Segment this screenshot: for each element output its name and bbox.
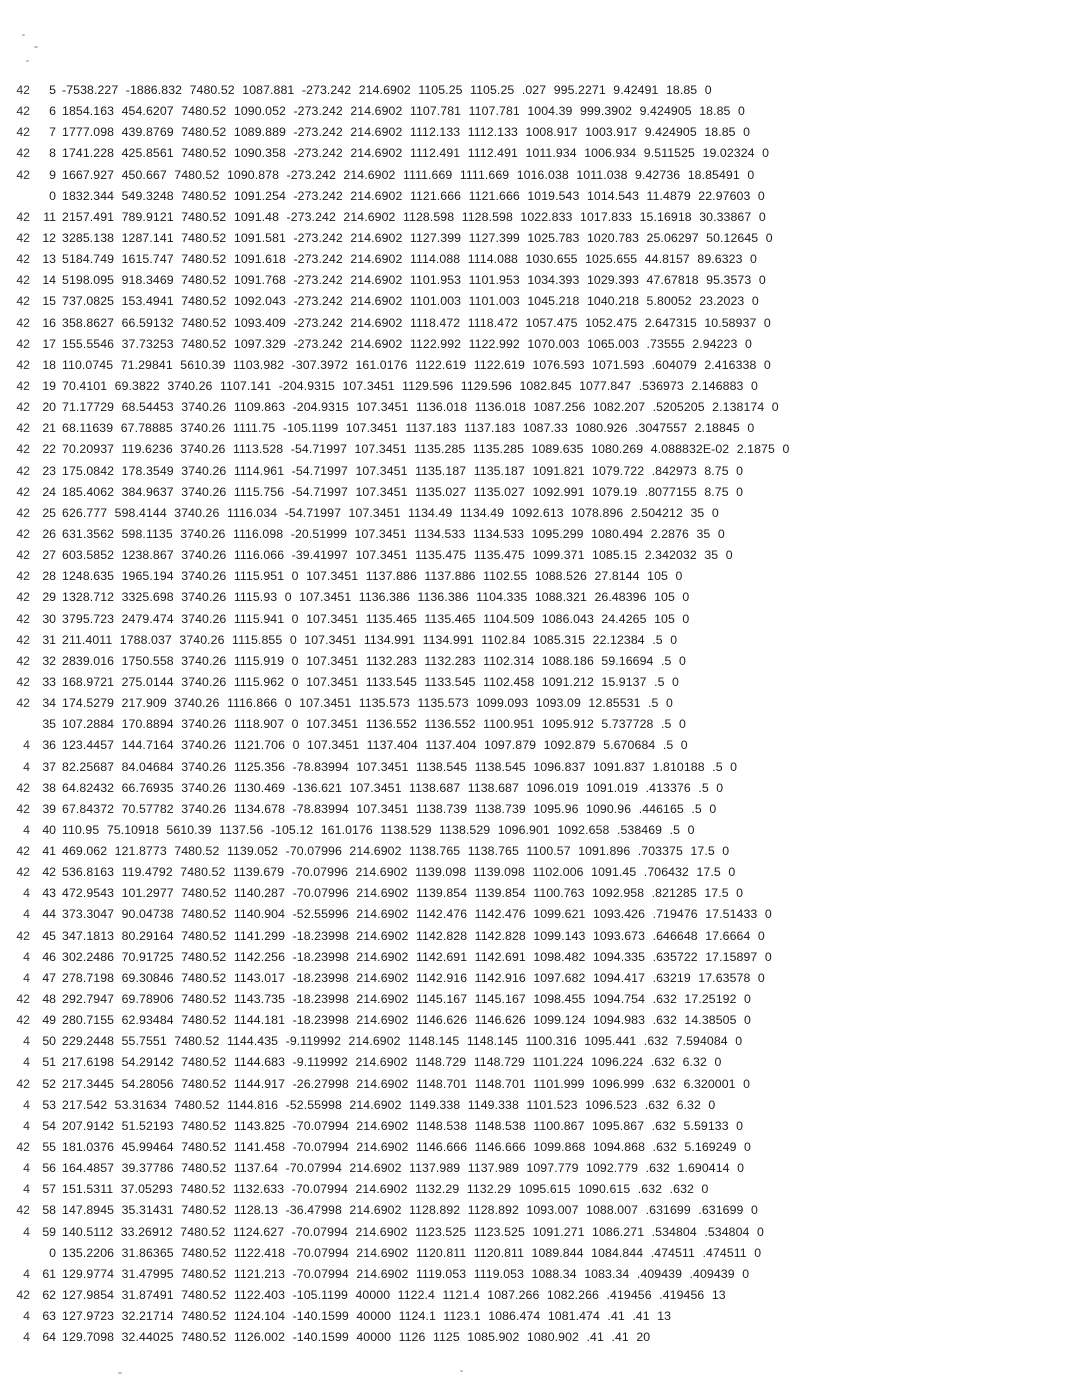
row-index: 7 <box>49 125 56 140</box>
row-values: 129.9774 31.47995 7480.52 1121.213 -70.07994 214.6902 1119.053 1119.053 1088.34 1083.34 .409439 .409439 0 <box>62 1266 750 1281</box>
row-prefix: 4 <box>23 1055 30 1070</box>
table-row <box>8 757 1058 778</box>
table-row <box>8 186 1058 207</box>
table-row <box>8 968 1058 989</box>
row-prefix: 42 <box>16 230 30 245</box>
row-index: 34 <box>42 696 56 711</box>
row-prefix: 42 <box>16 484 30 499</box>
table-row <box>8 587 1058 608</box>
table-row <box>8 482 1058 503</box>
row-index: 40 <box>42 822 56 837</box>
row-values: 5198.095 918.3469 7480.52 1091.768 -273.242 214.6902 1101.953 1101.953 1034.393 1029.393 47.67818 95.3573 0 <box>62 273 766 288</box>
row-prefix: 42 <box>16 273 30 288</box>
row-prefix: 42 <box>16 294 30 309</box>
row-index: 30 <box>42 611 56 626</box>
row-values: 229.2448 55.7551 7480.52 1144.435 -9.119992 214.6902 1148.145 1148.145 1100.316 1095.441 .632 7.594084 0 <box>62 1034 743 1049</box>
table-row <box>8 566 1058 587</box>
table-row <box>8 672 1058 693</box>
table-row <box>8 1285 1058 1306</box>
row-index: 11 <box>43 209 56 224</box>
row-values: 127.9723 32.21714 7480.52 1124.104 -140.1599 40000 1124.1 1123.1 1086.474 1081.474 .41 .41 13 <box>62 1309 672 1324</box>
row-values: 175.0842 178.3549 3740.26 1114.961 -54.71997 107.3451 1135.187 1135.187 1091.821 1079.722 .842973 8.75 0 <box>62 463 744 478</box>
table-row <box>8 1306 1058 1327</box>
row-prefix: 4 <box>23 738 30 753</box>
row-prefix: 42 <box>16 167 30 182</box>
row-values: -7538.227 -1886.832 7480.52 1087.881 -273.242 214.6902 1105.25 1105.25 .027 995.2271 9.42491 18.85 0 <box>62 83 712 97</box>
row-values: 123.4457 144.7164 3740.26 1121.706 0 107.3451 1137.404 1137.404 1097.879 1092.879 5.670684 .5 0 <box>62 738 688 753</box>
table-row <box>8 101 1058 122</box>
row-values: 110.0745 71.29841 5610.39 1103.982 -307.3972 161.0176 1122.619 1122.619 1076.593 1071.593 .604079 2.416338 0 <box>62 357 771 372</box>
row-values: 302.2486 70.91725 7480.52 1142.256 -18.23998 214.6902 1142.691 1142.691 1098.482 1094.335 .635722 17.15897 0 <box>62 949 772 964</box>
row-prefix: 42 <box>16 801 30 816</box>
row-prefix: 4 <box>23 970 30 985</box>
row-index: 20 <box>42 400 56 415</box>
row-prefix: 4 <box>23 1224 30 1239</box>
row-values: 358.8627 66.59132 7480.52 1093.409 -273.242 214.6902 1118.472 1118.472 1057.475 1052.475 2.647315 10.58937 0 <box>62 315 771 330</box>
row-index: 39 <box>42 801 56 816</box>
row-index: 24 <box>42 484 56 499</box>
row-values: 347.1813 80.29164 7480.52 1141.299 -18.23998 214.6902 1142.828 1142.828 1099.143 1093.673 .646648 17.6664 0 <box>62 928 765 943</box>
row-values: 168.9721 275.0144 3740.26 1115.962 0 107.3451 1133.545 1133.545 1102.458 1091.212 15.9137 .5 0 <box>62 674 679 689</box>
table-row <box>8 524 1058 545</box>
table-row <box>8 228 1058 249</box>
row-prefix: 42 <box>16 252 30 267</box>
row-prefix: 42 <box>16 590 30 605</box>
table-row <box>8 80 1058 101</box>
row-index: 8 <box>49 146 56 161</box>
row-index: 37 <box>42 759 56 774</box>
row-values: 280.7155 62.93484 7480.52 1144.181 -18.23998 214.6902 1146.626 1146.626 1099.124 1094.983 .632 14.38505 0 <box>62 1013 751 1028</box>
row-index: 25 <box>42 505 56 520</box>
row-index: 28 <box>42 569 56 584</box>
row-prefix: 42 <box>16 505 30 520</box>
scan-speck <box>34 46 38 48</box>
row-values: 174.5279 217.909 3740.26 1116.866 0 107.3451 1135.573 1135.573 1099.093 1093.09 12.85531 .5 0 <box>62 696 673 711</box>
row-index: 46 <box>42 949 56 964</box>
row-index: 12 <box>42 230 56 245</box>
row-values: 110.95 75.10918 5610.39 1137.56 -105.12 161.0176 1138.529 1138.529 1096.901 1092.658 .538469 .5 0 <box>62 822 695 837</box>
table-row <box>8 947 1058 968</box>
row-values: 147.8945 35.31431 7480.52 1128.13 -36.47998 214.6902 1128.892 1128.892 1093.007 1088.007 .631699 .631699 0 <box>62 1203 758 1218</box>
row-values: 135.2206 31.86365 7480.52 1122.418 -70.07994 214.6902 1120.811 1120.811 1089.844 1084.844 .474511 .474511 0 <box>62 1245 762 1260</box>
table-row <box>8 1074 1058 1095</box>
row-values: 278.7198 69.30846 7480.52 1143.017 -18.23998 214.6902 1142.916 1142.916 1097.682 1094.417 .63219 17.63578 0 <box>62 970 765 985</box>
table-row <box>8 418 1058 439</box>
row-index: 5 <box>49 83 56 97</box>
table-row <box>8 334 1058 355</box>
row-prefix: 42 <box>16 1203 30 1218</box>
table-row <box>8 1052 1058 1073</box>
row-prefix: 4 <box>23 1182 30 1197</box>
row-index: 55 <box>42 1140 56 1155</box>
row-prefix: 42 <box>16 865 30 880</box>
row-prefix: 4 <box>23 1266 30 1281</box>
row-index: 27 <box>42 548 56 563</box>
row-prefix: 42 <box>16 653 30 668</box>
row-prefix: 42 <box>16 992 30 1007</box>
row-values: 1832.344 549.3248 7480.52 1091.254 -273.242 214.6902 1121.666 1121.666 1019.543 1014.543 11.4879 22.97603 0 <box>62 188 765 203</box>
row-prefix: 42 <box>16 1076 30 1091</box>
row-index: 64 <box>42 1330 56 1345</box>
row-prefix: 42 <box>16 378 30 393</box>
table-row <box>8 503 1058 524</box>
row-prefix: 42 <box>16 696 30 711</box>
row-index: 44 <box>42 907 56 922</box>
row-index: 51 <box>42 1055 56 1070</box>
row-prefix: 4 <box>23 759 30 774</box>
row-values: 2157.491 789.9121 7480.52 1091.48 -273.242 214.6902 1128.598 1128.598 1022.833 1017.833 15.16918 30.33867 0 <box>62 209 766 224</box>
scan-speck <box>26 60 29 62</box>
table-row <box>8 1222 1058 1243</box>
row-index: 0 <box>49 188 56 203</box>
row-prefix: 4 <box>23 907 30 922</box>
row-prefix: 42 <box>16 463 30 478</box>
row-index: 52 <box>42 1076 56 1091</box>
table-row <box>8 397 1058 418</box>
row-prefix: 4 <box>23 1097 30 1112</box>
table-row <box>8 1095 1058 1116</box>
row-index: 21 <box>42 421 56 436</box>
row-values: 217.6198 54.29142 7480.52 1144.683 -9.119992 214.6902 1148.729 1148.729 1101.224 1096.224 .632 6.32 0 <box>62 1055 722 1070</box>
row-values: 185.4062 384.9637 3740.26 1115.756 -54.71997 107.3451 1135.027 1135.027 1092.991 1079.19 .8077155 8.75 0 <box>62 484 744 499</box>
row-values: 536.8163 119.4792 7480.52 1139.679 -70.07996 214.6902 1139.098 1139.098 1102.006 1091.45 .706432 17.5 0 <box>62 865 736 880</box>
row-index: 22 <box>42 442 56 457</box>
row-values: 207.9142 51.52193 7480.52 1143.825 -70.07994 214.6902 1148.538 1148.538 1100.867 1095.867 .632 5.59133 0 <box>62 1118 744 1133</box>
table-row <box>8 1179 1058 1200</box>
row-index: 0 <box>49 1245 56 1260</box>
table-row <box>8 1116 1058 1137</box>
row-prefix: 42 <box>16 315 30 330</box>
row-values: 70.20937 119.6236 3740.26 1113.528 -54.71997 107.3451 1135.285 1135.285 1089.635 1080.269 4.088832E-02 2.1875 0 <box>62 442 790 457</box>
table-row <box>8 1031 1058 1052</box>
row-values: 1854.163 454.6207 7480.52 1090.052 -273.242 214.6902 1107.781 1107.781 1004.39 999.3902 9.424905 18.85 0 <box>62 104 745 119</box>
table-row <box>8 1010 1058 1031</box>
table-row <box>8 693 1058 714</box>
row-values: 5184.749 1615.747 7480.52 1091.618 -273.242 214.6902 1114.088 1114.088 1030.655 1025.655 44.8157 89.6323 0 <box>62 252 757 267</box>
scan-speck <box>460 1370 463 1372</box>
row-values: 217.542 53.31634 7480.52 1144.816 -52.55998 214.6902 1149.338 1149.338 1101.523 1096.523 .632 6.32 0 <box>62 1097 716 1112</box>
table-row <box>8 355 1058 376</box>
row-index: 61 <box>42 1266 56 1281</box>
row-values: 129.7098 32.44025 7480.52 1126.002 -140.1599 40000 1126 1125 1085.902 1080.902 .41 .41 20 <box>62 1330 651 1345</box>
row-prefix: 42 <box>16 104 30 119</box>
table-row <box>8 376 1058 397</box>
table-row <box>8 651 1058 672</box>
row-prefix: 4 <box>23 1330 30 1345</box>
row-prefix: 42 <box>16 209 30 224</box>
row-prefix: 4 <box>23 886 30 901</box>
table-row <box>8 883 1058 904</box>
row-index: 29 <box>42 590 56 605</box>
row-values: 155.5546 37.73253 7480.52 1097.329 -273.242 214.6902 1122.992 1122.992 1070.003 1065.003 .73555 2.94223 0 <box>62 336 752 351</box>
row-index: 33 <box>42 674 56 689</box>
table-row <box>8 904 1058 925</box>
table-row <box>8 207 1058 228</box>
row-prefix: 42 <box>16 1013 30 1028</box>
row-values: 164.4857 39.37786 7480.52 1137.64 -70.07994 214.6902 1137.989 1137.989 1097.779 1092.779 .632 1.690414 0 <box>62 1161 745 1176</box>
row-prefix: 42 <box>16 548 30 563</box>
table-row <box>8 165 1058 186</box>
row-prefix: 42 <box>16 569 30 584</box>
row-values: 67.84372 70.57782 3740.26 1134.678 -78.83994 107.3451 1138.739 1138.739 1095.96 1090.96 .446165 .5 0 <box>62 801 717 816</box>
row-values: 211.4011 1788.037 3740.26 1115.855 0 107.3451 1134.991 1134.991 1102.84 1085.315 22.12384 .5 0 <box>62 632 678 647</box>
table-row <box>8 841 1058 862</box>
row-values: 603.5852 1238.867 3740.26 1116.066 -39.41997 107.3451 1135.475 1135.475 1099.371 1085.15 2.342032 35 0 <box>62 548 733 563</box>
table-row <box>8 461 1058 482</box>
table-row <box>8 291 1058 312</box>
row-prefix: 42 <box>16 611 30 626</box>
row-values: 2839.016 1750.558 3740.26 1115.919 0 107.3451 1132.283 1132.283 1102.314 1088.186 59.16694 .5 0 <box>62 653 686 668</box>
table-row <box>8 989 1058 1010</box>
row-prefix: 42 <box>16 1288 30 1303</box>
row-prefix: 42 <box>16 442 30 457</box>
row-index: 15 <box>42 294 56 309</box>
row-prefix: 4 <box>23 1161 30 1176</box>
row-index: 50 <box>42 1034 56 1049</box>
row-prefix: 4 <box>23 1118 30 1133</box>
data-table <box>8 80 1058 1348</box>
row-index: 42 <box>42 865 56 880</box>
row-prefix: 42 <box>16 844 30 859</box>
table-row <box>8 143 1058 164</box>
row-values: 626.777 598.4144 3740.26 1116.034 -54.71997 107.3451 1134.49 1134.49 1092.613 1078.896 2.504212 35 0 <box>62 505 719 520</box>
row-values: 3795.723 2479.474 3740.26 1115.941 0 107.3451 1135.465 1135.465 1104.509 1086.043 24.4265 105 0 <box>62 611 690 626</box>
row-index: 19 <box>42 378 56 393</box>
row-values: 631.3562 598.1135 3740.26 1116.098 -20.51999 107.3451 1134.533 1134.533 1095.299 1080.494 2.2876 35 0 <box>62 526 725 541</box>
row-values: 292.7947 69.78906 7480.52 1143.735 -18.23998 214.6902 1145.167 1145.167 1098.455 1094.754 .632 17.25192 0 <box>62 992 751 1007</box>
row-prefix: 4 <box>23 822 30 837</box>
row-index: 23 <box>42 463 56 478</box>
row-values: 1328.712 3325.698 3740.26 1115.93 0 107.3451 1136.386 1136.386 1104.335 1088.321 26.48396 105 0 <box>62 590 690 605</box>
row-index: 18 <box>42 357 56 372</box>
row-index: 47 <box>42 970 56 985</box>
row-values: 127.9854 31.87491 7480.52 1122.403 -105.1199 40000 1122.4 1121.4 1087.266 1082.266 .419456 .419456 13 <box>62 1288 726 1303</box>
row-prefix: 42 <box>16 357 30 372</box>
table-row <box>8 249 1058 270</box>
row-prefix: 42 <box>16 632 30 647</box>
row-prefix: 42 <box>16 421 30 436</box>
row-index: 16 <box>42 315 56 330</box>
row-index: 63 <box>42 1309 56 1324</box>
row-index: 14 <box>42 273 56 288</box>
row-values: 181.0376 45.99464 7480.52 1141.458 -70.07994 214.6902 1146.666 1146.666 1099.868 1094.868 .632 5.169249 0 <box>62 1140 751 1155</box>
row-values: 107.2884 170.8894 3740.26 1118.907 0 107.3451 1136.552 1136.552 1100.951 1095.912 5.737728 .5 0 <box>62 717 686 732</box>
row-values: 472.9543 101.2977 7480.52 1140.287 -70.07996 214.6902 1139.854 1139.854 1100.763 1092.958 .821285 17.5 0 <box>62 886 744 901</box>
row-index: 53 <box>42 1097 56 1112</box>
row-index: 57 <box>42 1182 56 1197</box>
row-index: 35 <box>42 717 56 732</box>
row-index: 9 <box>49 167 56 182</box>
table-row <box>8 820 1058 841</box>
row-values: 68.11639 67.78885 3740.26 1111.75 -105.1199 107.3451 1137.183 1137.183 1087.33 1080.926 .3047557 2.18845 0 <box>62 421 755 436</box>
row-prefix: 4 <box>23 1309 30 1324</box>
row-values: 1777.098 439.8769 7480.52 1089.889 -273.242 214.6902 1112.133 1112.133 1008.917 1003.917 9.424905 18.85 0 <box>62 125 751 140</box>
table-row <box>8 926 1058 947</box>
row-index: 54 <box>42 1118 56 1133</box>
row-values: 151.5311 37.05293 7480.52 1132.633 -70.07994 214.6902 1132.29 1132.29 1095.615 1090.615 .632 .632 0 <box>62 1182 709 1197</box>
row-index: 6 <box>49 104 56 119</box>
row-prefix: 42 <box>16 928 30 943</box>
row-prefix: 4 <box>23 1034 30 1049</box>
table-row <box>8 799 1058 820</box>
row-index: 38 <box>42 780 56 795</box>
row-prefix: 4 <box>23 949 30 964</box>
row-index: 58 <box>42 1203 56 1218</box>
row-index: 13 <box>42 252 56 267</box>
table-row <box>8 439 1058 460</box>
row-values: 71.17729 68.54453 3740.26 1109.863 -204.9315 107.3451 1136.018 1136.018 1087.256 1082.207 .5205205 2.138174 0 <box>62 400 779 415</box>
table-row <box>8 862 1058 883</box>
row-index: 26 <box>42 526 56 541</box>
row-prefix: 42 <box>16 125 30 140</box>
row-values: 1667.927 450.667 7480.52 1090.878 -273.242 214.6902 1111.669 1111.669 1016.038 1011.038 9.42736 18.85491 0 <box>62 167 755 182</box>
row-index: 41 <box>42 844 56 859</box>
row-prefix: 42 <box>16 780 30 795</box>
row-values: 3285.138 1287.141 7480.52 1091.581 -273.242 214.6902 1127.399 1127.399 1025.783 1020.783 25.06297 50.12645 0 <box>62 230 773 245</box>
table-row <box>8 1137 1058 1158</box>
row-values: 64.82432 66.76935 3740.26 1130.469 -136.621 107.3451 1138.687 1138.687 1096.019 1091.019 .413376 .5 0 <box>62 780 724 795</box>
row-values: 1248.635 1965.194 3740.26 1115.951 0 107.3451 1137.886 1137.886 1102.55 1088.526 27.8144 105 0 <box>62 569 683 584</box>
row-values: 140.5112 33.26912 7480.52 1124.627 -70.07994 214.6902 1123.525 1123.525 1091.271 1086.271 .534804 .534804 0 <box>62 1224 764 1239</box>
table-row <box>8 714 1058 735</box>
row-index: 62 <box>42 1288 56 1303</box>
row-values: 737.0825 153.4941 7480.52 1092.043 -273.242 214.6902 1101.003 1101.003 1045.218 1040.218 5.80052 23.2023 0 <box>62 294 759 309</box>
table-row <box>8 1200 1058 1221</box>
row-prefix: 42 <box>16 526 30 541</box>
row-index: 56 <box>42 1161 56 1176</box>
table-row <box>8 545 1058 566</box>
table-row <box>8 122 1058 143</box>
row-values: 70.4101 69.3822 3740.26 1107.141 -204.9315 107.3451 1129.596 1129.596 1082.845 1077.847 .536973 2.146883 0 <box>62 378 758 393</box>
row-prefix: 42 <box>16 400 30 415</box>
row-values: 217.3445 54.28056 7480.52 1144.917 -26.27998 214.6902 1148.701 1148.701 1101.999 1096.999 .632 6.320001 0 <box>62 1076 751 1091</box>
row-prefix: 42 <box>16 146 30 161</box>
scan-speck <box>118 1372 122 1374</box>
table-row <box>8 313 1058 334</box>
row-values: 1741.228 425.8561 7480.52 1090.358 -273.242 214.6902 1112.491 1112.491 1011.934 1006.934 9.511525 19.02324 0 <box>62 146 770 161</box>
table-row <box>8 609 1058 630</box>
row-index: 32 <box>42 653 56 668</box>
row-index: 43 <box>42 886 56 901</box>
table-row <box>8 630 1058 651</box>
row-prefix: 42 <box>16 1140 30 1155</box>
row-values: 82.25687 84.04684 3740.26 1125.356 -78.83994 107.3451 1138.545 1138.545 1096.837 1091.837 1.810188 .5 0 <box>62 759 738 774</box>
row-index: 36 <box>42 738 56 753</box>
row-index: 49 <box>42 1013 56 1028</box>
row-values: 373.3047 90.04738 7480.52 1140.904 -52.55996 214.6902 1142.476 1142.476 1099.621 1093.426 .719476 17.51433 0 <box>62 907 772 922</box>
row-prefix: 42 <box>16 674 30 689</box>
table-row <box>8 1264 1058 1285</box>
row-index: 31 <box>42 632 56 647</box>
table-row <box>8 778 1058 799</box>
table-row <box>8 735 1058 756</box>
table-row <box>8 1158 1058 1179</box>
table-row <box>8 1243 1058 1264</box>
table-row <box>8 270 1058 291</box>
row-index: 45 <box>42 928 56 943</box>
row-prefix: 42 <box>16 336 30 351</box>
row-index: 17 <box>42 336 56 351</box>
row-index: 48 <box>42 992 56 1007</box>
row-prefix: 42 <box>16 83 30 97</box>
row-values: 469.062 121.8773 7480.52 1139.052 -70.07996 214.6902 1138.765 1138.765 1100.57 1091.896 .703375 17.5 0 <box>62 844 730 859</box>
table-row <box>8 1327 1058 1348</box>
row-index: 59 <box>42 1224 56 1239</box>
scan-speck <box>22 34 25 36</box>
